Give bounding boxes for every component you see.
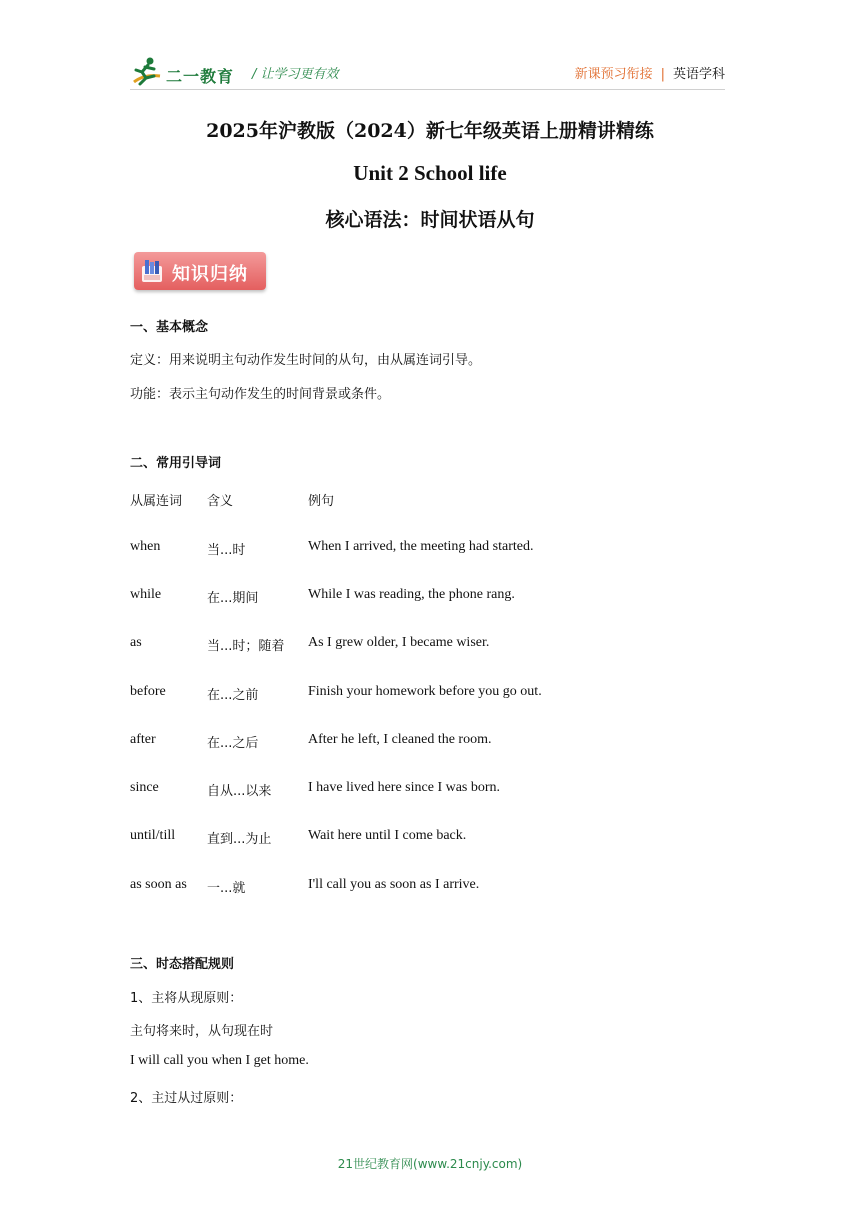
table-row [130,635,730,655]
example-sentence: When I arrived, the meeting had started. [308,539,534,554]
unit-title: Unit 2 School life [353,161,507,185]
header-subject-label: 英语学科 [672,67,725,82]
meaning: 一...就 [207,881,246,896]
table-row [130,684,730,704]
column-header: 含义 [207,494,234,509]
function-text: 功能：表示主句动作发生的时间背景或条件。 [130,387,391,402]
example-sentence: Wait here until I come back. [308,828,467,843]
runner-logo-icon [130,56,164,88]
conjunction: while [130,587,162,602]
section3-heading: 三、时态搭配规则 [130,957,235,972]
example-sentence: After he left, I cleaned the room. [308,732,492,747]
conjunction: after [130,732,156,747]
grammar-title: 核心语法：时间状语从句 [325,209,535,231]
rule2-title: 2、主过从过原则： [130,1091,243,1106]
table-row [130,539,730,559]
knowledge-badge [134,252,266,290]
doc-title: 2025年沪教版（2024）新七年级英语上册精讲精练 [206,120,654,142]
meaning: 在...之前 [207,688,259,703]
table-row [130,877,730,897]
logo-text: 二一教育 [166,67,235,86]
conjunction: as soon as [130,877,187,892]
example-sentence: Finish your homework before you go out. [308,684,542,699]
header-course-label: 新课预习衔接 [574,67,653,82]
column-header: 从属连词 [130,494,183,509]
section1-heading: 一、基本概念 [130,320,209,335]
logo [130,56,242,90]
books-icon [140,258,164,284]
badge-label: 知识归纳 [172,264,248,285]
meaning: 在...之后 [207,736,259,751]
example-sentence: I have lived here since I was born. [308,780,501,795]
table-row [130,732,730,752]
section2-heading: 二、常用引导词 [130,456,222,471]
example-sentence: I'll call you as soon as I arrive. [308,877,480,892]
conjunction: when [130,539,161,554]
header-divider [130,89,725,90]
rule1-title: 1、主将从现原则： [130,991,243,1006]
definition-text: 定义：用来说明主句动作发生时间的从句，由从属连词引导。 [130,353,482,368]
page-header [130,56,725,92]
conjunction: since [130,780,159,795]
table-row [130,587,730,607]
table-header-row [130,490,730,510]
header-right [575,63,725,82]
example-sentence: As I grew older, I became wiser. [308,635,490,650]
table-row [130,780,730,800]
column-header: 例句 [308,494,335,509]
conjunction: before [130,684,166,699]
example-sentence: While I was reading, the phone rang. [308,587,515,602]
slogan: / 让学习更有效 [252,67,339,82]
meaning: 当...时；随着 [207,639,285,654]
header-separator: | [660,67,665,82]
table-row [130,828,730,848]
conjunction: until/till [130,828,176,843]
rule1-description: 主句将来时，从句现在时 [130,1024,274,1039]
rule1-example: I will call you when I get home. [130,1053,309,1068]
page-footer: 21世纪教育网(www.21cnjy.com) [337,1157,523,1171]
conjunction: as [130,635,142,650]
meaning: 直到...为止 [207,832,272,847]
meaning: 自从...以来 [207,784,272,799]
meaning: 在...期间 [207,591,259,606]
meaning: 当...时 [207,543,246,558]
